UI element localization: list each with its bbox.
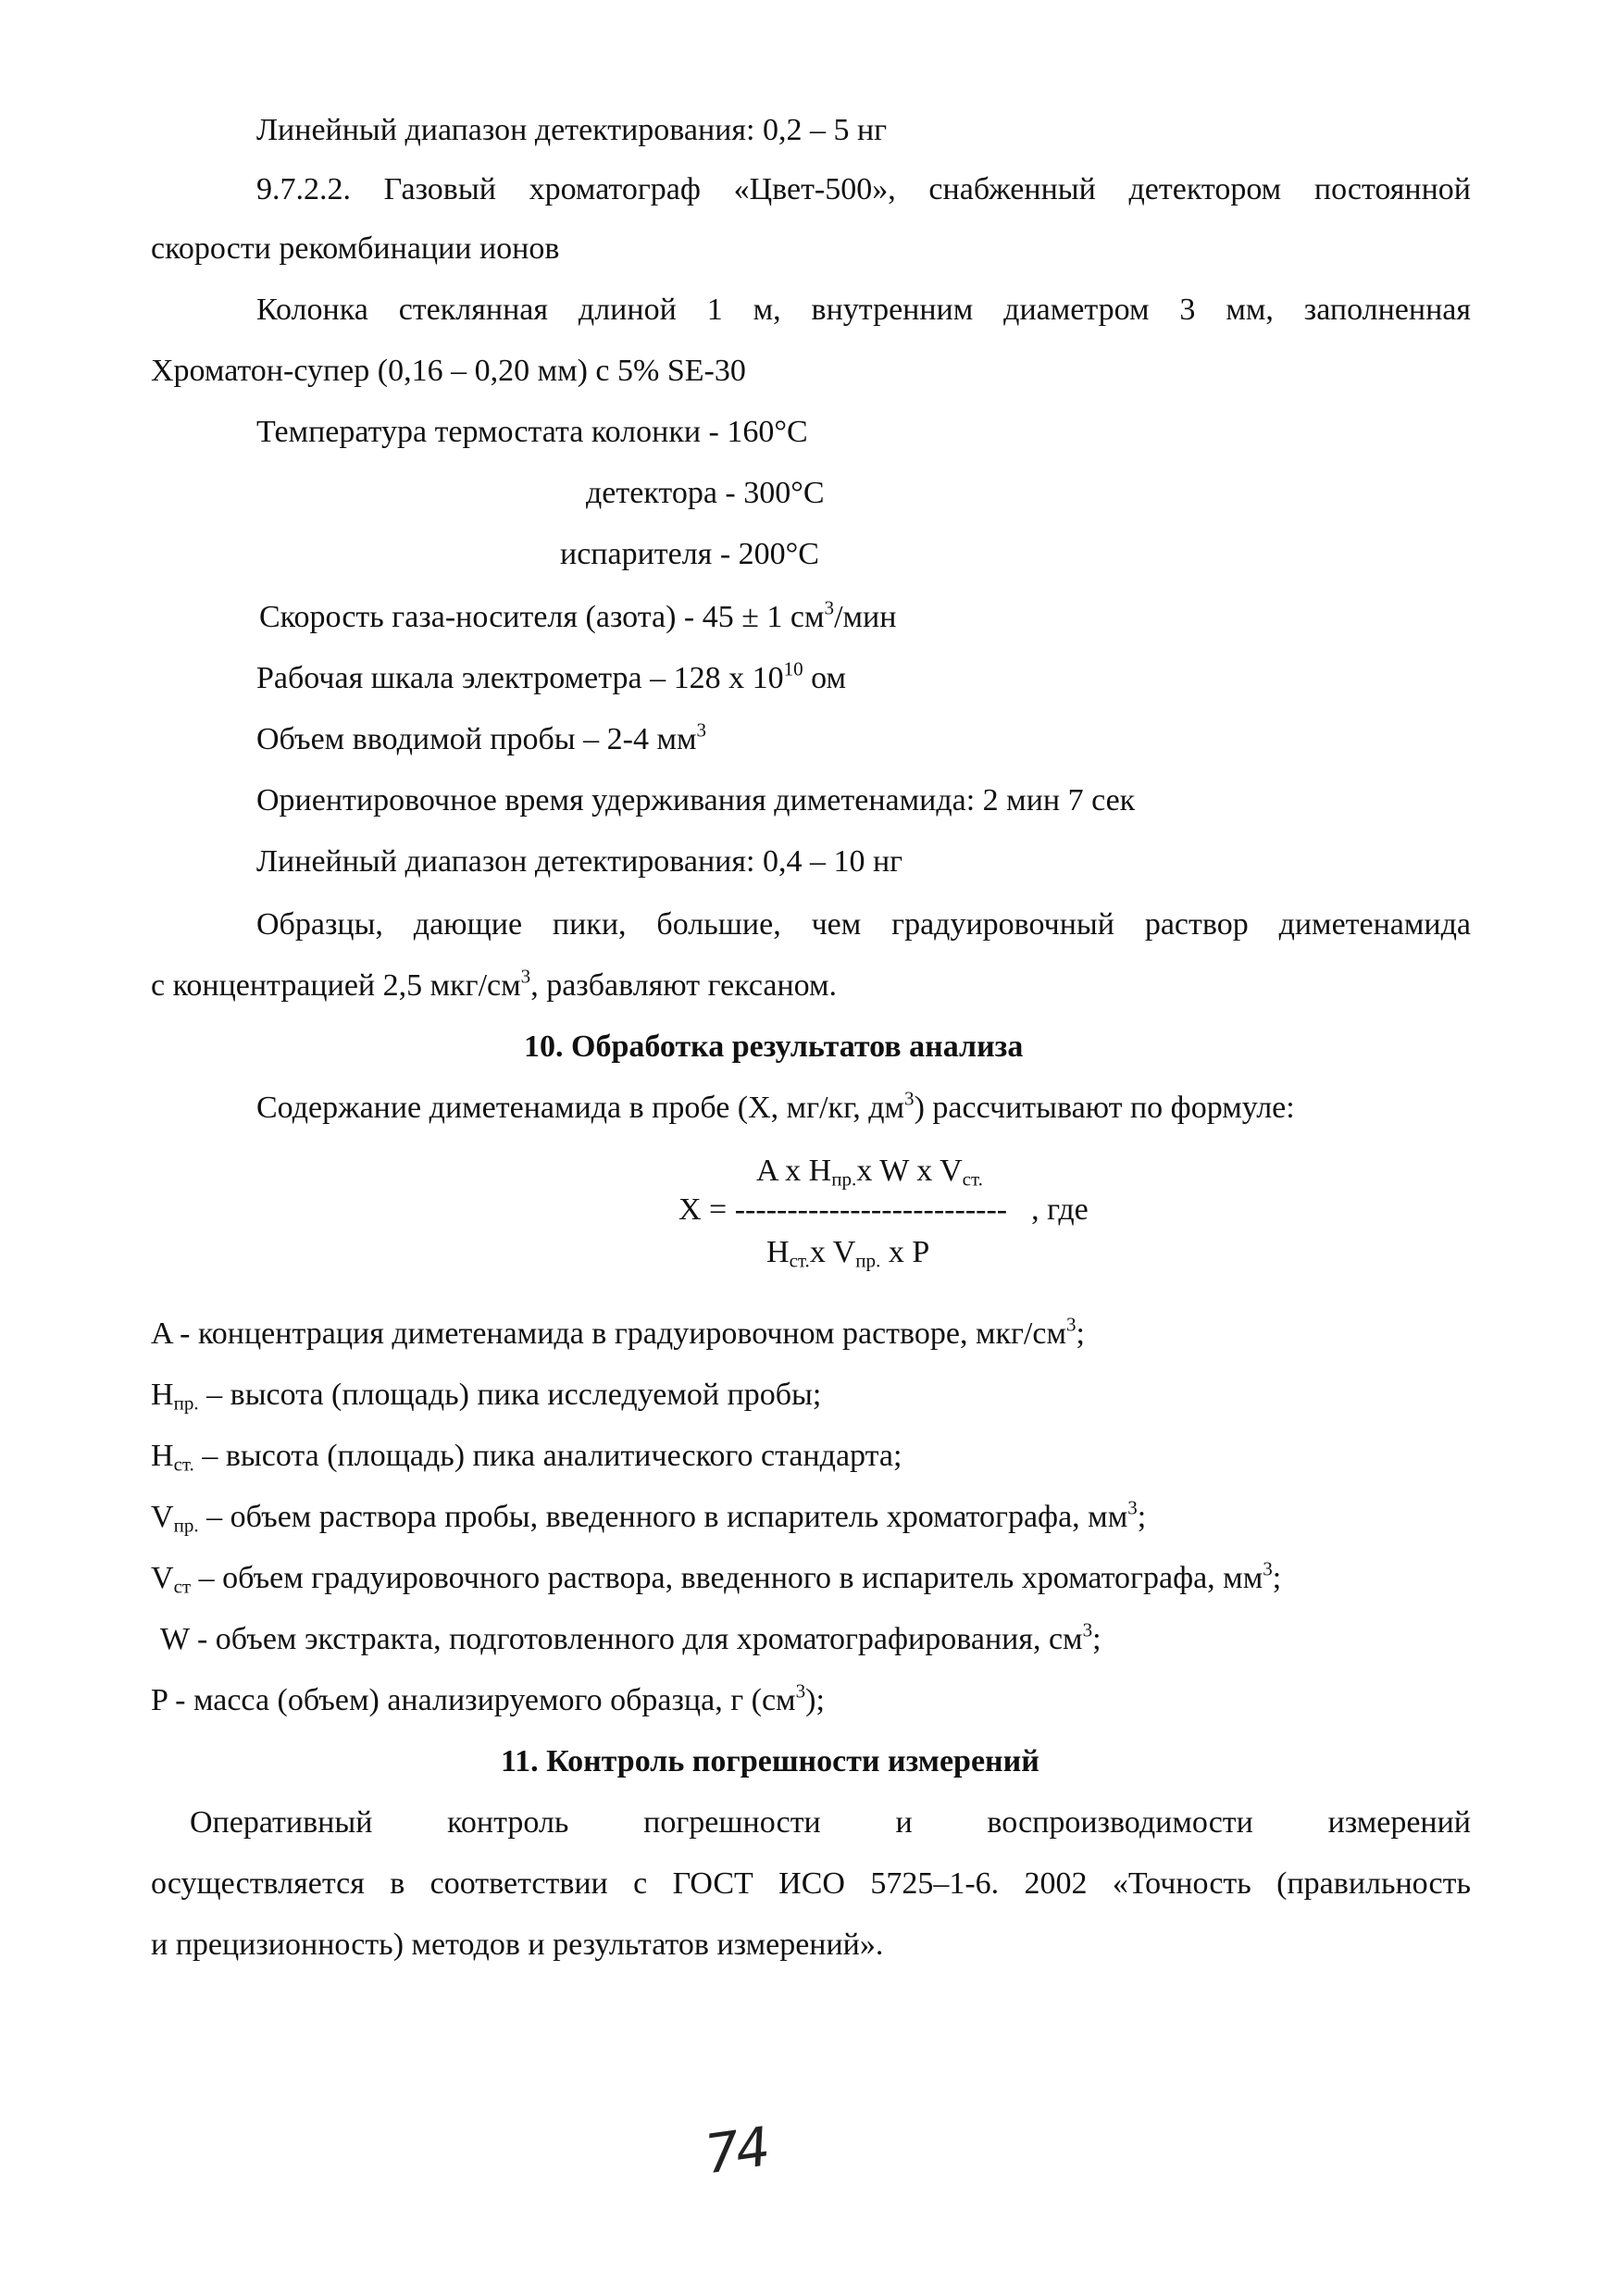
definition-v-st-text: – объем градуировочного раствора, введенного в испаритель хроматографа, мм [191,1561,1263,1595]
sample-volume-text: Объем вводимой пробы – 2-4 мм [256,722,697,756]
definition-v-st-sup: 3 [1263,1557,1273,1580]
formula-den-sub2: пр. [855,1249,881,1272]
page-number: 74 [701,2115,771,2187]
definition-v-pr [151,1496,1147,1537]
definition-h-pr [151,1378,822,1415]
definition-v-st [151,1557,1282,1598]
formula-num-sub1: пр. [831,1167,857,1191]
definition-h-st-text: – высота (площадь) пика аналитического стандарта; [193,1439,902,1473]
electrometer-text: Рабочая шкала электрометра – 128 х 10 [256,661,784,695]
definition-w-end: ; [1092,1622,1101,1656]
section-11-para-line-3: и прецизионность) методов и результатов измерений». [151,1928,884,1962]
formula-num-a: A x H [756,1154,832,1188]
formula-fraction-line [678,1194,1089,1226]
section-10-intro-text: Содержание диметенамида в пробе (Х, мг/кг, дм [256,1091,905,1125]
definition-p-text: P - масса (объем) анализируемого образца, г (см [151,1683,796,1717]
gas-speed-text: Скорость газа-носителя (азота) - 45 ± 1 см [259,600,825,634]
electrometer-sup: 10 [783,657,803,680]
line-samples: Образцы, дающие пики, большие, чем градуировочный раствор диметенамида [256,907,1471,942]
formula-num-b: x W x V [856,1154,963,1188]
formula-numerator [756,1154,983,1191]
formula-where: , где [1031,1192,1089,1227]
definition-v-st-sub: ст [173,1575,192,1598]
definition-a-sup: 3 [1065,1313,1077,1336]
section-11-para-line-1: Оперативный контроль погрешности и воспроизводимости измерений [190,1805,1471,1840]
line-chromatograph-cont: скорости рекомбинации ионов [151,231,560,266]
section-10-intro [256,1087,1295,1125]
definition-p-sup: 3 [795,1679,806,1703]
line-column: Колонка стеклянная длиной 1 м, внутренним диаметром 3 мм, заполненная [256,293,1471,327]
definition-v-pr-sub: пр. [173,1514,199,1537]
line-chromatograph-title: 9.7.2.2. Газовый хроматограф «Цвет-500», снабженный детектором постоянной [256,172,1471,206]
gas-speed-sup: 3 [824,596,835,619]
definition-v-st-end: ; [1272,1561,1282,1595]
definition-v-pr-symbol: V [151,1500,174,1534]
samples-cont-end: , разбавляют гексаном. [530,968,838,1003]
definition-h-st-sub: ст. [173,1453,194,1476]
line-thermostat-temp: Температура термостата колонки - 160°С [256,415,808,449]
line-detector-temp: детектора - 300°С [586,476,825,510]
definition-h-st-symbol: H [151,1439,174,1473]
formula-den-b: x V [809,1235,856,1269]
definition-w-text: W - объем экстракта, подготовленного для хроматографирования, см [160,1622,1083,1656]
formula-bar: -------------------------- [734,1192,1008,1227]
formula-den-c: x P [880,1235,930,1269]
formula-num-sub2: ст. [962,1167,983,1191]
definition-v-pr-end: ; [1137,1500,1147,1534]
formula-lhs: X = [678,1192,735,1227]
section-10-heading: 10. Обработка результатов анализа [524,1029,1024,1064]
section-10-intro-end: ) рассчитывают по формуле: [914,1091,1295,1125]
definition-p [151,1679,825,1717]
definition-h-pr-symbol: H [151,1378,174,1412]
definition-v-pr-sup: 3 [1127,1496,1138,1519]
definition-v-st-symbol: V [151,1561,174,1595]
formula-denominator [766,1235,930,1272]
line-linear-range-1: Линейный диапазон детектирования: 0,2 – 5 нг [256,113,888,147]
samples-cont-sup: 3 [520,965,531,988]
line-gas-speed [259,596,897,634]
section-11-heading: 11. Контроль погрешности измерений [501,1744,1039,1778]
gas-speed-unit: /мин [834,600,897,634]
definition-a [151,1313,1085,1351]
definition-a-text: A - концентрация диметенамида в градуировочном растворе, мкг/см [151,1316,1066,1351]
definition-h-pr-text: – высота (площадь) пика исследуемой пробы; [198,1378,822,1412]
line-retention-time: Ориентировочное время удерживания диметенамида: 2 мин 7 сек [256,783,1136,817]
definition-h-pr-sub: пр. [173,1391,199,1415]
line-evaporator-temp: испарителя - 200°С [560,537,819,571]
formula-den-sub1: ст. [789,1249,810,1272]
electrometer-unit: ом [803,661,847,695]
samples-cont-text: с концентрацией 2,5 мкг/см [151,968,521,1003]
line-samples-cont [151,965,838,1003]
definition-a-end: ; [1076,1316,1085,1351]
definition-v-pr-text: – объем раствора пробы, введенного в испаритель хроматографа, мм [198,1500,1128,1534]
line-column-cont: Хроматон-супер (0,16 – 0,20 мм) с 5% SE-30 [151,354,746,388]
definition-h-st [151,1439,902,1476]
definition-w-sup: 3 [1082,1618,1093,1641]
line-sample-volume [256,718,707,756]
section-10-intro-sup: 3 [904,1087,915,1110]
sample-volume-sup: 3 [696,718,707,742]
line-electrometer-scale [256,657,847,695]
definition-w [160,1618,1101,1656]
section-11-para-line-2: осуществляется в соответствии с ГОСТ ИСО 5725–1-6. 2002 «Точность (правильность [151,1866,1471,1901]
formula-den-a: H [766,1235,790,1269]
line-linear-range-2: Линейный диапазон детектирования: 0,4 – 10 нг [256,844,903,879]
definition-p-end: ); [805,1683,825,1717]
